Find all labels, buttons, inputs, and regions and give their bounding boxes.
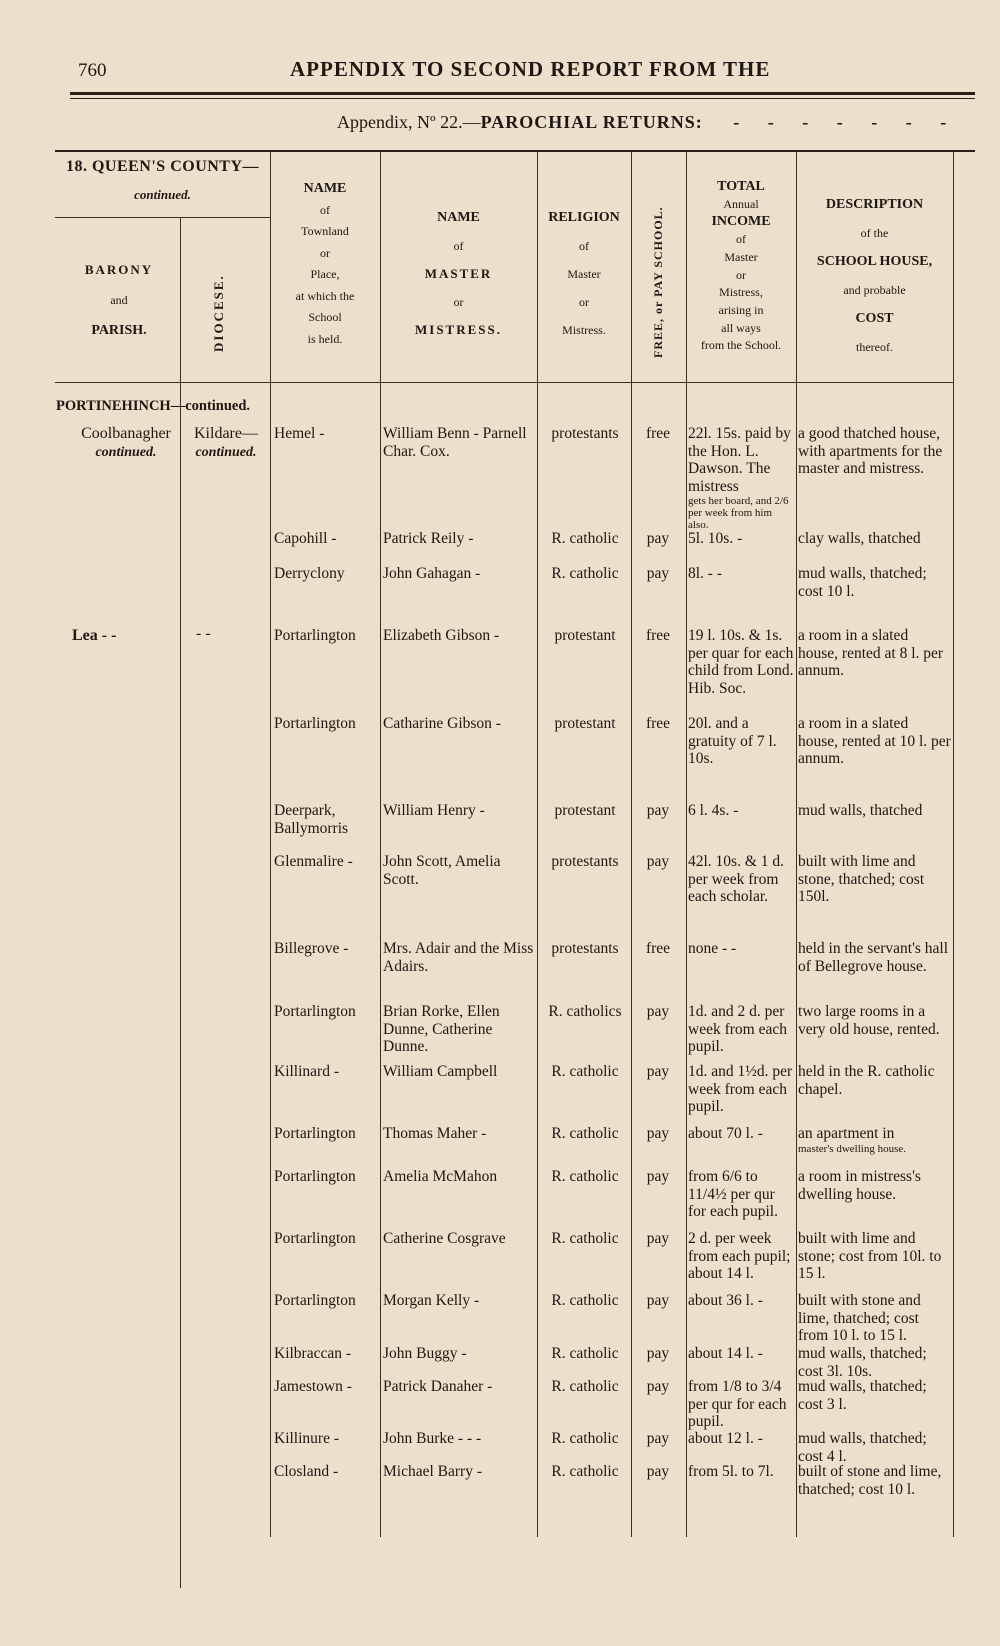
place-cell-text: Portarlington — [274, 1292, 356, 1309]
description-cell — [798, 715, 951, 768]
income-header-9: all ways — [721, 320, 761, 335]
free-pay-cell-text: free — [645, 425, 671, 442]
master-cell-text: Morgan Kelly - — [383, 1292, 480, 1309]
description-cell-text: mud walls, thatched; cost 3 l. — [798, 1378, 927, 1413]
master-cell-text: Mrs. Adair and the Miss Adairs. — [383, 940, 534, 975]
religion-cell — [540, 1125, 630, 1143]
religion-cell-text: R. catholic — [551, 1378, 619, 1395]
master-cell-text: John Gahagan - — [383, 565, 481, 582]
master-cell-text: Brian Rorke, Ellen Dunne, Catherine Dunne. — [383, 1003, 500, 1055]
income-cell-text: 1d. and 2 d. per week from each pupil. — [688, 1003, 787, 1055]
religion-cell — [540, 1063, 630, 1081]
place-header-4: or — [320, 245, 330, 260]
description-cell-text: held in the servant's hall of Bellegrove house. — [798, 940, 949, 975]
religion-header — [538, 203, 630, 344]
place-cell-text: Killinard - — [274, 1063, 339, 1080]
income-cell — [688, 1063, 794, 1116]
free-pay-cell-text: free — [645, 940, 671, 957]
free-pay-cell — [633, 1345, 683, 1363]
religion-cell — [540, 425, 630, 443]
diocese-continued: continued. — [195, 445, 257, 460]
desc-header-3: SCHOOL HOUSE, — [816, 254, 933, 269]
place-header-1: NAME — [303, 181, 347, 196]
barony-parish-header — [60, 255, 178, 346]
appendix-subtitle — [337, 112, 958, 133]
master-cell-text: Catherine Cosgrave — [383, 1230, 506, 1247]
religion-cell-text: R. catholic — [551, 1063, 619, 1080]
master-cell-text: Catharine Gibson - — [383, 715, 501, 732]
religion-cell-text: R. catholic — [551, 1168, 619, 1185]
master-cell — [383, 565, 538, 583]
free-pay-cell-text: pay — [646, 1292, 670, 1309]
religion-cell-text: R. catholic — [551, 530, 619, 547]
master-cell-text: Elizabeth Gibson - — [383, 627, 500, 644]
religion-cell — [540, 1230, 630, 1248]
barony-heading: PORTINEHINCH—continued. — [56, 398, 251, 414]
place-cell-text: Portarlington — [274, 1003, 356, 1020]
desc-header-4: and probable — [843, 283, 906, 297]
income-cell — [688, 1230, 794, 1283]
religion-header-4: or — [579, 295, 589, 309]
column-rule — [631, 152, 632, 1537]
free-pay-cell-text: pay — [646, 1125, 670, 1142]
free-pay-cell-text: pay — [646, 565, 670, 582]
county-heading: 18. QUEEN'S COUNTY— — [65, 158, 260, 175]
place-cell-text: Closland - — [274, 1463, 339, 1480]
master-cell-text: John Burke - - - — [383, 1430, 482, 1447]
income-header-6: or — [736, 267, 746, 282]
income-cell-text: from 1/8 to 3/4 per qur for each pupil. — [688, 1378, 787, 1430]
income-header-10: from the School. — [700, 338, 782, 353]
income-cell-text: about 36 l. - — [688, 1292, 763, 1309]
income-header-2: Annual — [723, 196, 759, 211]
description-cell — [798, 802, 951, 820]
barony-header-1: BARONY — [84, 262, 154, 277]
place-cell — [274, 1345, 376, 1363]
income-cell-text: 19 l. 10s. & 1s. per quar for each child from Lond. Hib. Soc. — [688, 627, 794, 697]
free-pay-cell — [633, 627, 683, 645]
free-pay-cell-text: pay — [646, 802, 670, 819]
place-header-5: Place, — [310, 267, 340, 281]
free-pay-cell — [633, 425, 683, 443]
free-pay-cell-text: pay — [646, 1378, 670, 1395]
religion-cell — [540, 802, 630, 820]
master-cell-text: William Henry - — [383, 802, 485, 819]
free-pay-cell — [633, 1230, 683, 1248]
master-cell — [383, 1003, 538, 1056]
place-cell — [274, 1168, 376, 1186]
place-cell — [274, 940, 376, 958]
place-header-3: Townland — [301, 224, 349, 238]
subtitle-main: PAROCHIAL RETURNS: — [480, 112, 703, 132]
subtitle-dashes: - - - - - - - — [733, 112, 959, 132]
page-title: APPENDIX TO SECOND REPORT FROM THE — [290, 57, 771, 81]
description-cell-text: mud walls, thatched; cost 4 l. — [798, 1430, 927, 1465]
description-cell-text: built with stone and lime, thatched; cost from 10 l. to 15 l. — [798, 1292, 921, 1344]
income-note: gets her board, and 2/6 per week from him also. — [688, 495, 789, 531]
header-rule-thin — [70, 98, 975, 99]
income-cell-text: 20l. and a gratuity of 7 l. 10s. — [688, 715, 777, 767]
free-pay-cell — [633, 1463, 683, 1481]
subtitle-prefix: Appendix, Nº 22.— — [337, 112, 481, 132]
free-pay-cell — [633, 715, 683, 733]
column-rule — [537, 152, 538, 1537]
description-cell — [798, 1230, 951, 1283]
description-cell-text: two large rooms in a very old house, rented. — [798, 1003, 940, 1038]
place-header-2: of — [320, 202, 330, 217]
place-cell — [274, 853, 376, 871]
place-cell-text: Kilbraccan - — [274, 1345, 352, 1362]
description-cell — [798, 1463, 951, 1498]
place-cell — [274, 1230, 376, 1248]
income-cell-text: 2 d. per week from each pupil; about 14 l. — [688, 1230, 791, 1282]
master-cell — [383, 1292, 538, 1310]
master-cell-text: Amelia McMahon — [383, 1168, 498, 1185]
income-cell-text: about 70 l. - — [688, 1125, 763, 1142]
place-cell — [274, 565, 376, 583]
description-cell-text: mud walls, thatched; cost 10 l. — [798, 565, 927, 600]
barony-header-2: and — [110, 293, 128, 307]
place-cell — [274, 802, 376, 837]
income-cell-text: none - - — [688, 940, 737, 957]
free-pay-cell — [633, 1125, 683, 1143]
master-cell — [383, 853, 538, 888]
free-pay-cell-text: pay — [646, 1430, 670, 1447]
income-cell — [688, 1292, 794, 1310]
column-rule — [686, 152, 687, 1537]
description-cell-text: a good thatched house, with apartments for the master and mistress. — [798, 425, 943, 477]
place-cell — [274, 1003, 376, 1021]
religion-cell-text: R. catholic — [551, 1230, 619, 1247]
free-pay-cell — [633, 1430, 683, 1448]
income-cell-text: from 5l. to 7l. — [688, 1463, 774, 1480]
barony-header-3: PARISH. — [91, 323, 147, 338]
income-cell-text: about 14 l. - — [688, 1345, 763, 1362]
religion-cell — [540, 530, 630, 548]
master-cell — [383, 1378, 538, 1396]
free-pay-cell-text: pay — [646, 1063, 670, 1080]
description-header — [798, 190, 951, 361]
master-cell — [383, 802, 538, 820]
income-cell — [688, 853, 794, 906]
description-cell — [798, 1003, 951, 1038]
income-cell-text: 22l. 15s. paid by the Hon. L. Dawson. The mistress — [688, 425, 791, 495]
column-rule — [180, 218, 181, 1588]
county-continued: continued. — [134, 187, 191, 202]
description-cell-text: a room in mistress's dwelling house. — [798, 1168, 921, 1203]
religion-cell — [540, 1345, 630, 1363]
description-cell-text: mud walls, thatched; cost 3l. 10s. — [798, 1345, 927, 1380]
income-cell — [688, 530, 794, 548]
master-cell — [383, 1125, 538, 1143]
place-header — [272, 178, 378, 350]
free-pay-cell — [633, 1168, 683, 1186]
description-cell — [798, 530, 951, 548]
free-pay-cell — [633, 565, 683, 583]
diocese-kildare — [184, 425, 268, 462]
place-cell — [274, 1063, 376, 1081]
place-cell-text: Hemel - — [274, 425, 325, 442]
description-cell-text: a room in a slated house, rented at 8 l. per annum. — [798, 627, 944, 679]
table-top-rule — [55, 150, 975, 152]
description-cell — [798, 425, 951, 478]
income-cell-text: 1d. and 1½d. per week from each pupil. — [688, 1063, 793, 1115]
desc-header-1: DESCRIPTION — [825, 197, 924, 212]
religion-cell — [540, 1003, 630, 1021]
place-cell-text: Killinure - — [274, 1430, 339, 1447]
freepay-header: FREE, or PAY SCHOOL. — [651, 206, 665, 358]
place-cell-text: Portarlington — [274, 1230, 356, 1247]
master-cell — [383, 940, 538, 975]
description-cell — [798, 853, 951, 906]
religion-cell-text: R. catholic — [551, 1125, 619, 1142]
master-cell — [383, 425, 538, 460]
income-cell — [688, 1125, 794, 1143]
column-rule — [953, 152, 954, 1537]
religion-cell — [540, 940, 630, 958]
income-header-8: arising in — [718, 302, 764, 317]
description-cell-text: clay walls, thatched — [798, 530, 921, 547]
free-pay-cell — [633, 1292, 683, 1310]
place-header-8: is held. — [307, 331, 343, 346]
master-header-3: MASTER — [424, 266, 493, 281]
master-cell — [383, 627, 538, 645]
religion-cell-text: protestants — [551, 425, 619, 442]
religion-header-5: Mistress. — [562, 323, 606, 337]
description-cell — [798, 1378, 951, 1413]
description-cell — [798, 940, 951, 975]
master-cell — [383, 1430, 538, 1448]
income-cell — [688, 802, 794, 820]
income-cell — [688, 1168, 794, 1221]
diocese-header: DIOCESE. — [211, 274, 226, 352]
column-rule — [380, 152, 381, 1537]
master-cell-text: Patrick Danaher - — [383, 1378, 493, 1395]
income-header — [688, 178, 794, 355]
parish-coolbanagher — [71, 425, 181, 462]
place-header-7: School — [308, 310, 342, 324]
place-cell-text: Portarlington — [274, 627, 356, 644]
religion-cell-text: R. catholics — [548, 1003, 622, 1020]
master-cell — [383, 1463, 538, 1481]
master-cell-text: William Benn - Parnell Char. Cox. — [383, 425, 527, 460]
master-cell-text: William Campbell — [383, 1063, 498, 1080]
income-cell — [688, 1463, 794, 1481]
description-cell — [798, 1430, 951, 1465]
description-cell-text: built with lime and stone, thatched; cost 150l. — [798, 853, 925, 905]
county-rule — [55, 217, 270, 218]
place-cell — [274, 425, 376, 443]
income-cell — [688, 1430, 794, 1448]
place-cell — [274, 1125, 376, 1143]
desc-header-2: of the — [860, 226, 889, 240]
religion-cell-text: R. catholic — [551, 1345, 619, 1362]
religion-cell — [540, 627, 630, 645]
religion-cell-text: protestants — [551, 940, 619, 957]
income-cell — [688, 425, 794, 531]
income-cell — [688, 715, 794, 768]
religion-cell — [540, 1168, 630, 1186]
master-cell-text: John Buggy - — [383, 1345, 467, 1362]
income-header-3: INCOME — [711, 214, 771, 230]
free-pay-cell — [633, 1063, 683, 1081]
description-cell-text: built of stone and lime, thatched; cost 10 l. — [798, 1463, 942, 1498]
place-cell-text: Billegrove - — [274, 940, 349, 957]
master-header-4: or — [453, 295, 464, 309]
free-pay-cell — [633, 853, 683, 871]
column-rule — [796, 152, 797, 1537]
desc-header-5: COST — [855, 311, 894, 326]
parish-name: Coolbanagher — [81, 425, 171, 442]
master-cell — [383, 1345, 538, 1363]
free-pay-cell-text: pay — [646, 1345, 670, 1362]
description-cell-text: built with lime and stone; cost from 10l. to 15 l. — [798, 1230, 942, 1282]
free-pay-cell-text: pay — [646, 1230, 670, 1247]
master-cell-text: Michael Barry - — [383, 1463, 482, 1480]
place-cell-text: Portarlington — [274, 1125, 356, 1142]
place-cell — [274, 715, 376, 733]
income-cell — [688, 565, 794, 583]
free-pay-cell-text: pay — [646, 1003, 670, 1020]
place-cell-text: Derryclony — [274, 565, 345, 582]
master-cell-text: John Scott, Amelia Scott. — [383, 853, 501, 888]
diocese-name: Kildare— — [194, 425, 258, 442]
place-cell-text: Portarlington — [274, 1168, 356, 1185]
income-cell-text: from 6/6 to 11/4½ per qur for each pupil. — [688, 1168, 778, 1220]
description-cell — [798, 1168, 951, 1203]
income-header-4: of — [736, 232, 746, 247]
free-pay-cell-text: pay — [646, 853, 670, 870]
master-cell-text: Thomas Maher - — [383, 1125, 487, 1142]
religion-header-2: of — [579, 239, 589, 253]
description-cell-text: mud walls, thatched — [798, 802, 923, 819]
description-cell — [798, 1292, 951, 1345]
description-cell-text: a room in a slated house, rented at 10 l. per annum. — [798, 715, 951, 767]
income-cell-text: 5l. 10s. - — [688, 530, 743, 547]
place-cell-text: Glenmalire - — [274, 853, 353, 870]
description-cell-text: an apartment in — [798, 1125, 895, 1142]
parish-continued: continued. — [95, 445, 157, 460]
place-cell — [274, 1292, 376, 1310]
parish-lea: Lea - - — [72, 627, 117, 644]
description-cell — [798, 1345, 951, 1380]
place-cell-text: Capohill - — [274, 530, 337, 547]
description-cell — [798, 627, 951, 680]
religion-cell — [540, 1378, 630, 1396]
religion-cell — [540, 1463, 630, 1481]
place-cell — [274, 530, 376, 548]
income-cell — [688, 940, 794, 958]
religion-cell — [540, 853, 630, 871]
religion-cell-text: R. catholic — [551, 565, 619, 582]
income-cell-text: about 12 l. - — [688, 1430, 763, 1447]
master-cell — [383, 1230, 538, 1248]
religion-cell-text: protestant — [554, 802, 616, 819]
free-pay-cell — [633, 802, 683, 820]
description-cell — [798, 1125, 951, 1155]
master-header — [382, 203, 535, 344]
religion-header-1: RELIGION — [548, 210, 620, 225]
income-header-5: Master — [724, 249, 758, 264]
description-cell-text: held in the R. catholic chapel. — [798, 1063, 935, 1098]
free-pay-cell-text: free — [645, 627, 671, 644]
religion-cell-text: R. catholic — [551, 1463, 619, 1480]
master-cell — [383, 1168, 538, 1186]
income-header-1: TOTAL — [717, 179, 765, 194]
free-pay-cell-text: pay — [646, 530, 670, 547]
description-cell — [798, 1063, 951, 1098]
master-header-5: MISTRESS. — [415, 322, 502, 337]
place-cell-text: Portarlington — [274, 715, 356, 732]
master-header-2: of — [453, 239, 464, 253]
religion-cell-text: protestant — [554, 627, 616, 644]
lea-diocese: - - — [196, 625, 211, 642]
religion-header-3: Master — [567, 267, 601, 281]
master-cell — [383, 1063, 538, 1081]
place-cell — [274, 1463, 376, 1481]
free-pay-cell-text: pay — [646, 1168, 670, 1185]
religion-cell-text: R. catholic — [551, 1430, 619, 1447]
place-cell — [274, 1378, 376, 1396]
income-cell — [688, 1378, 794, 1431]
income-cell — [688, 627, 794, 697]
description-note: master's dwelling house. — [798, 1142, 906, 1155]
header-rule — [70, 92, 975, 95]
religion-cell — [540, 1430, 630, 1448]
religion-cell — [540, 715, 630, 733]
religion-cell-text: protestants — [551, 853, 619, 870]
free-pay-cell — [633, 1003, 683, 1021]
income-cell-text: 6 l. 4s. - — [688, 802, 739, 819]
free-pay-cell — [633, 530, 683, 548]
master-cell — [383, 530, 538, 548]
master-cell-text: Patrick Reily - — [383, 530, 474, 547]
place-cell — [274, 627, 376, 645]
income-cell-text: 8l. - - — [688, 565, 723, 582]
religion-cell — [540, 565, 630, 583]
place-cell-text: Jamestown - — [274, 1378, 352, 1395]
religion-cell-text: protestant — [554, 715, 616, 732]
free-pay-cell-text: free — [645, 715, 671, 732]
column-rule — [270, 152, 271, 1537]
master-header-1: NAME — [437, 210, 480, 225]
header-bottom-rule — [55, 382, 953, 383]
page-number: 760 — [78, 60, 107, 81]
place-cell — [274, 1430, 376, 1448]
religion-cell — [540, 1292, 630, 1310]
income-cell — [688, 1345, 794, 1363]
place-header-6: at which the — [295, 288, 355, 303]
place-cell-text: Deerpark, Ballymorris — [274, 802, 349, 837]
religion-cell-text: R. catholic — [551, 1292, 619, 1309]
free-pay-cell — [633, 940, 683, 958]
income-cell — [688, 1003, 794, 1056]
free-pay-cell — [633, 1378, 683, 1396]
income-cell-text: 42l. 10s. & 1 d. per week from each scholar. — [688, 853, 785, 905]
income-header-7: Mistress, — [719, 285, 763, 300]
master-cell — [383, 715, 538, 733]
desc-header-6: thereof. — [856, 340, 893, 354]
free-pay-cell-text: pay — [646, 1463, 670, 1480]
description-cell — [798, 565, 951, 600]
